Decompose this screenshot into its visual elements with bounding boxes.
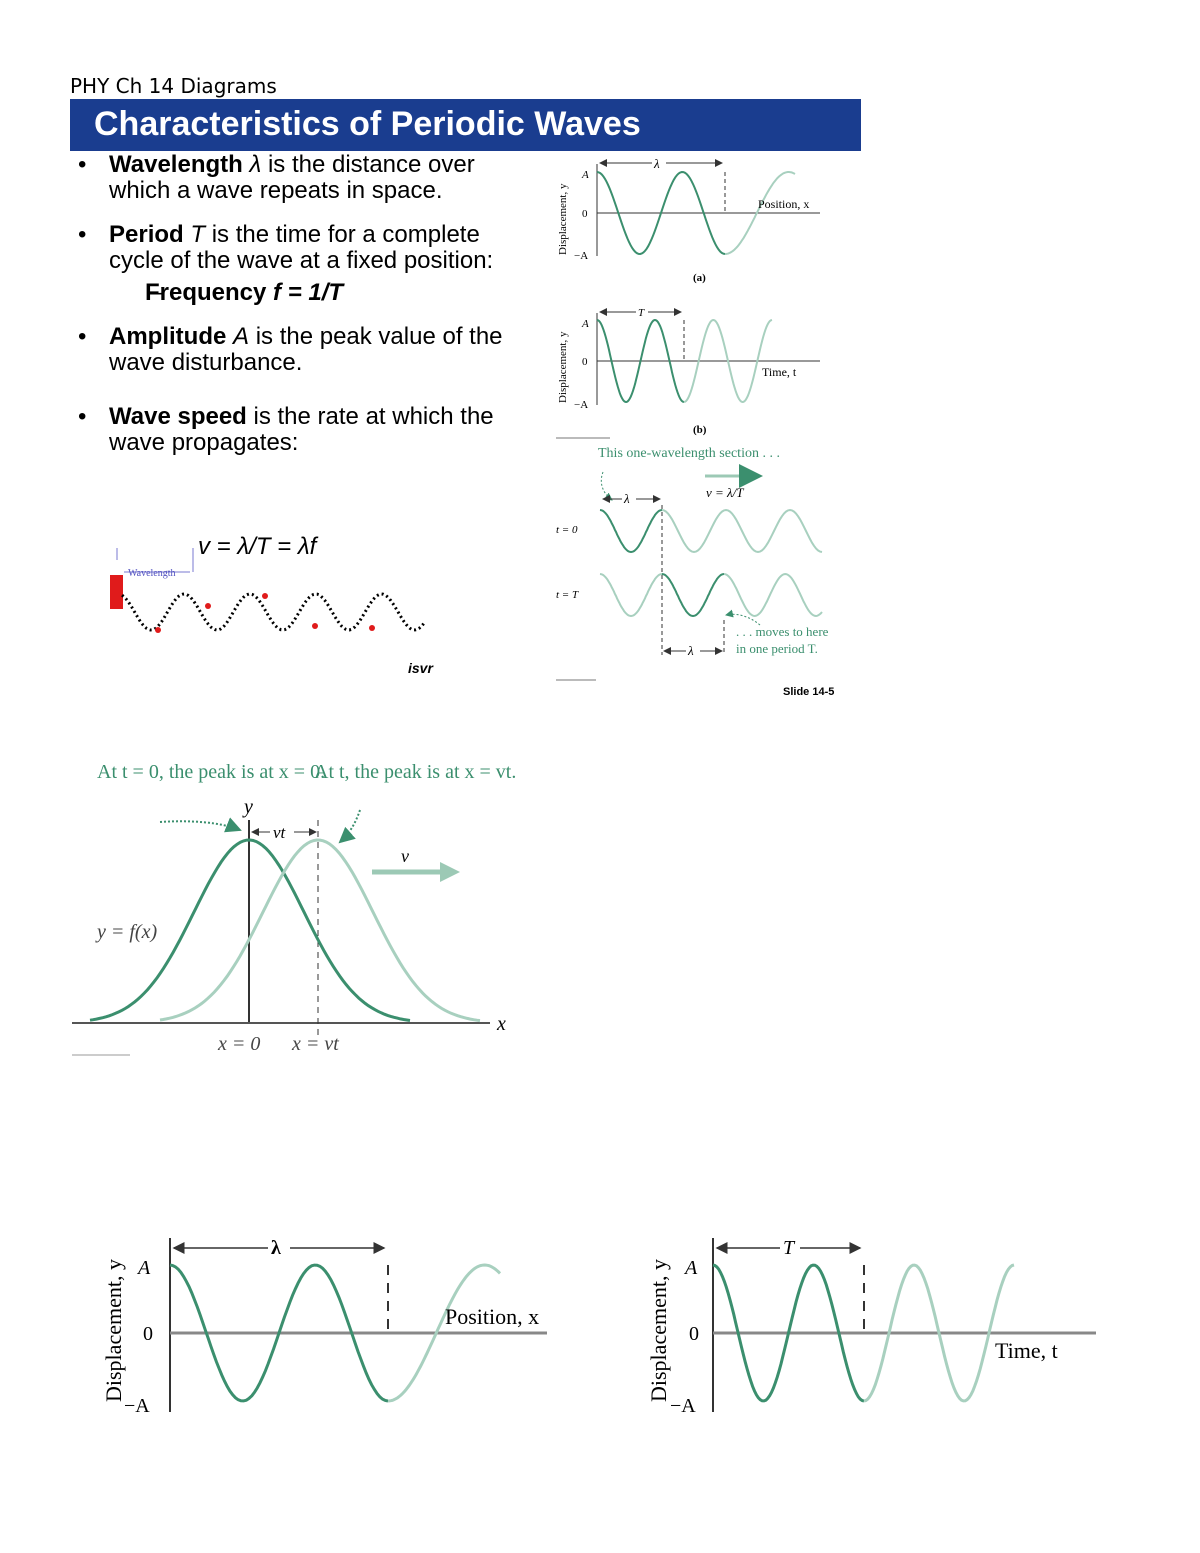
marker-dot	[312, 623, 318, 629]
pulse-figure	[72, 761, 516, 1055]
slide-title: Characteristics of Periodic Waves	[94, 105, 641, 143]
tick-negA: −A	[574, 250, 589, 262]
symbol-A: A	[233, 323, 250, 350]
wavelength-definition: is the distance over which a wave repeats in space.	[109, 151, 475, 204]
period-definition: is the time for a complete cycle of the wave at a fixed position:	[109, 221, 494, 274]
symbol-lambda: λ	[249, 151, 262, 178]
y-axis-label: Displacement, y	[557, 331, 569, 403]
vt-label: vt	[273, 823, 286, 842]
tick-A: A	[582, 318, 589, 330]
tick-negA: −A	[670, 1395, 696, 1417]
tick-A: A	[685, 1257, 698, 1279]
tick-negA: −A	[124, 1395, 150, 1417]
note-top: This one-wavelength section . . .	[598, 446, 780, 461]
wave-speed-formula: v = λ/T = λf	[198, 533, 317, 560]
wave-row2-light	[600, 574, 662, 616]
lambda-label-top: λ	[624, 491, 630, 506]
left-note-line	[97, 761, 325, 783]
tick-0: 0	[582, 208, 588, 220]
rope-wave-diagram	[110, 548, 425, 633]
left-note: At t = 0, the peak is at x = 0.	[97, 761, 326, 783]
wavelength-label: Wavelength	[128, 568, 176, 579]
term-wave-speed: Wave speed	[109, 403, 247, 430]
lambda-label-bottom: λ	[688, 643, 694, 658]
symbol-T: T	[190, 221, 206, 248]
xvt-label: x = vt	[292, 1033, 339, 1055]
tick-0: 0	[582, 356, 588, 368]
right-note-line	[314, 761, 516, 783]
wave-speed-definition: is the rate at which the wave propagates:	[109, 403, 494, 456]
figure-b-large	[646, 1236, 1096, 1417]
v-label: v	[401, 846, 409, 866]
caption-a: (a)	[693, 272, 706, 284]
x-axis-label: Time, t	[995, 1338, 1058, 1363]
x-axis-label: Time, t	[762, 365, 797, 379]
figure-a-large	[101, 1236, 547, 1417]
document-title: PHY Ch 14 Diagrams	[70, 74, 277, 98]
x-axis-label: Position, x	[758, 197, 810, 211]
row2-label: t = T	[556, 589, 579, 601]
marker-dot	[369, 625, 375, 631]
lambda-label: λ	[654, 156, 660, 171]
figure-b-small	[557, 305, 820, 436]
wave-row2-dark	[662, 574, 724, 616]
wave-row1-dark	[600, 510, 662, 552]
velocity-label: v = λ/T	[706, 485, 744, 500]
right-note-pointer	[340, 810, 360, 842]
wave-row2-light-end	[724, 574, 822, 616]
term-period: Period	[109, 221, 184, 248]
marker-dot	[262, 593, 268, 599]
lambda-label: λ	[271, 1237, 281, 1259]
wave-row1-light	[662, 510, 822, 552]
y-axis-label: Displacement, y	[646, 1259, 671, 1402]
row1-label: t = 0	[556, 524, 578, 536]
period-label: T	[638, 307, 645, 319]
note-bottom: . . . moves to here in one period T.	[736, 624, 829, 656]
y-axis-label: Displacement, y	[557, 183, 569, 255]
y-axis-label: Displacement, y	[101, 1259, 126, 1402]
term-wavelength: Wavelength	[109, 151, 243, 178]
slide-number: Slide 14-5	[783, 686, 835, 698]
x-label: x	[497, 1013, 506, 1035]
function-label: y = f(x)	[97, 921, 158, 943]
pulse-light	[160, 840, 480, 1021]
figure-c-travel	[556, 438, 836, 698]
left-note-pointer	[160, 821, 240, 830]
x-axis-label: Position, x	[445, 1304, 540, 1329]
note-pointer	[601, 472, 612, 500]
figure-a-small	[557, 156, 820, 284]
frequency-formula: f = 1/T	[273, 279, 344, 306]
y-label: y	[244, 796, 253, 818]
term-amplitude: Amplitude	[109, 323, 227, 350]
marker-dot	[155, 627, 161, 633]
wave-driver-block	[110, 575, 123, 609]
tick-0: 0	[143, 1323, 153, 1345]
caption-b: (b)	[693, 424, 707, 436]
isvr-watermark: isvr	[408, 660, 433, 676]
amplitude-definition: is the peak value of the wave disturbance.	[109, 323, 503, 376]
marker-dot	[205, 603, 211, 609]
term-frequency: Frequency	[145, 279, 267, 306]
x0-label: x = 0	[218, 1033, 261, 1055]
rope-wave	[122, 594, 425, 630]
tick-negA: −A	[574, 399, 589, 411]
tick-A: A	[582, 169, 589, 181]
velocity-arrowhead	[440, 862, 460, 882]
period-label: T	[783, 1237, 795, 1259]
right-note: At t, the peak is at x = vt.	[314, 761, 517, 783]
tick-A: A	[138, 1257, 151, 1279]
tick-0: 0	[689, 1323, 699, 1345]
